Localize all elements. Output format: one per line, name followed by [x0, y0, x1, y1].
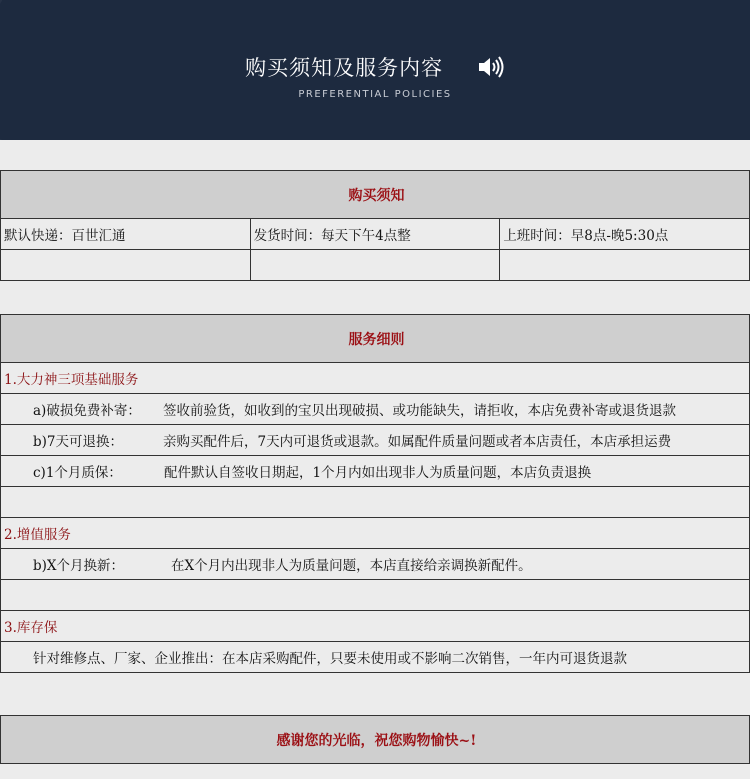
page-title: 购买须知及服务内容 [245, 56, 444, 80]
service-item [1, 642, 750, 673]
section-title-3: 3.库存保 [1, 611, 750, 642]
section-title-2: 2.增值服务 [1, 518, 750, 549]
ship-time-cell: 发货时间：每天下午4点整 [250, 219, 500, 250]
empty-cell [250, 250, 500, 281]
service-item-text: 配件默认自签收日期起，1个月内如出现非人为质量问题，本店负责退换 [164, 465, 592, 481]
empty-cell [500, 250, 750, 281]
service-item [1, 425, 750, 456]
service-details-heading: 服务细则 [1, 315, 750, 363]
empty-cell [1, 250, 251, 281]
service-item-label: b)X个月换新： [33, 558, 125, 574]
service-item [1, 394, 750, 425]
service-item [1, 549, 750, 580]
service-item-text: 签收前验货，如收到的宝贝出现破损、或功能缺失，请拒收，本店免费补寄或退货退款 [163, 403, 676, 419]
banner [0, 0, 750, 140]
purchase-notice-table [0, 170, 750, 281]
section-title-1: 1.大力神三项基础服务 [1, 363, 750, 394]
work-hours-cell: 上班时间：早8点-晚5:30点 [500, 219, 750, 250]
spacer-row [1, 580, 750, 611]
service-details-table [0, 314, 750, 673]
spacer-row [1, 487, 750, 518]
purchase-notice-heading: 购买须知 [1, 171, 750, 219]
service-item-text: 在本店采购配件，只要未使用或不影响二次销售，一年内可退货退款 [222, 651, 627, 667]
service-item-text: 亲购买配件后，7天内可退货或退款。如属配件质量问题或者本店责任，本店承担运费 [163, 434, 672, 450]
speaker-icon [477, 55, 505, 84]
service-item-label: c)1个月质保： [33, 465, 122, 481]
footer-table [0, 715, 750, 764]
default-courier-cell: 默认快递：百世汇通 [1, 219, 251, 250]
banner-title [0, 52, 750, 84]
thanks-message: 感谢您的光临，祝您购物愉快~! [1, 716, 750, 764]
service-item-label: b)7天可退换： [33, 434, 123, 450]
service-item [1, 456, 750, 487]
service-item-text: 在X个月内出现非人为质量问题，本店直接给亲调换新配件。 [171, 558, 532, 574]
service-item-label: a)破损免费补寄： [33, 403, 141, 419]
service-item-label: 针对维修点、厂家、企业推出： [33, 651, 222, 667]
banner-subtitle: PREFERENTIAL POLICIES [298, 89, 452, 100]
